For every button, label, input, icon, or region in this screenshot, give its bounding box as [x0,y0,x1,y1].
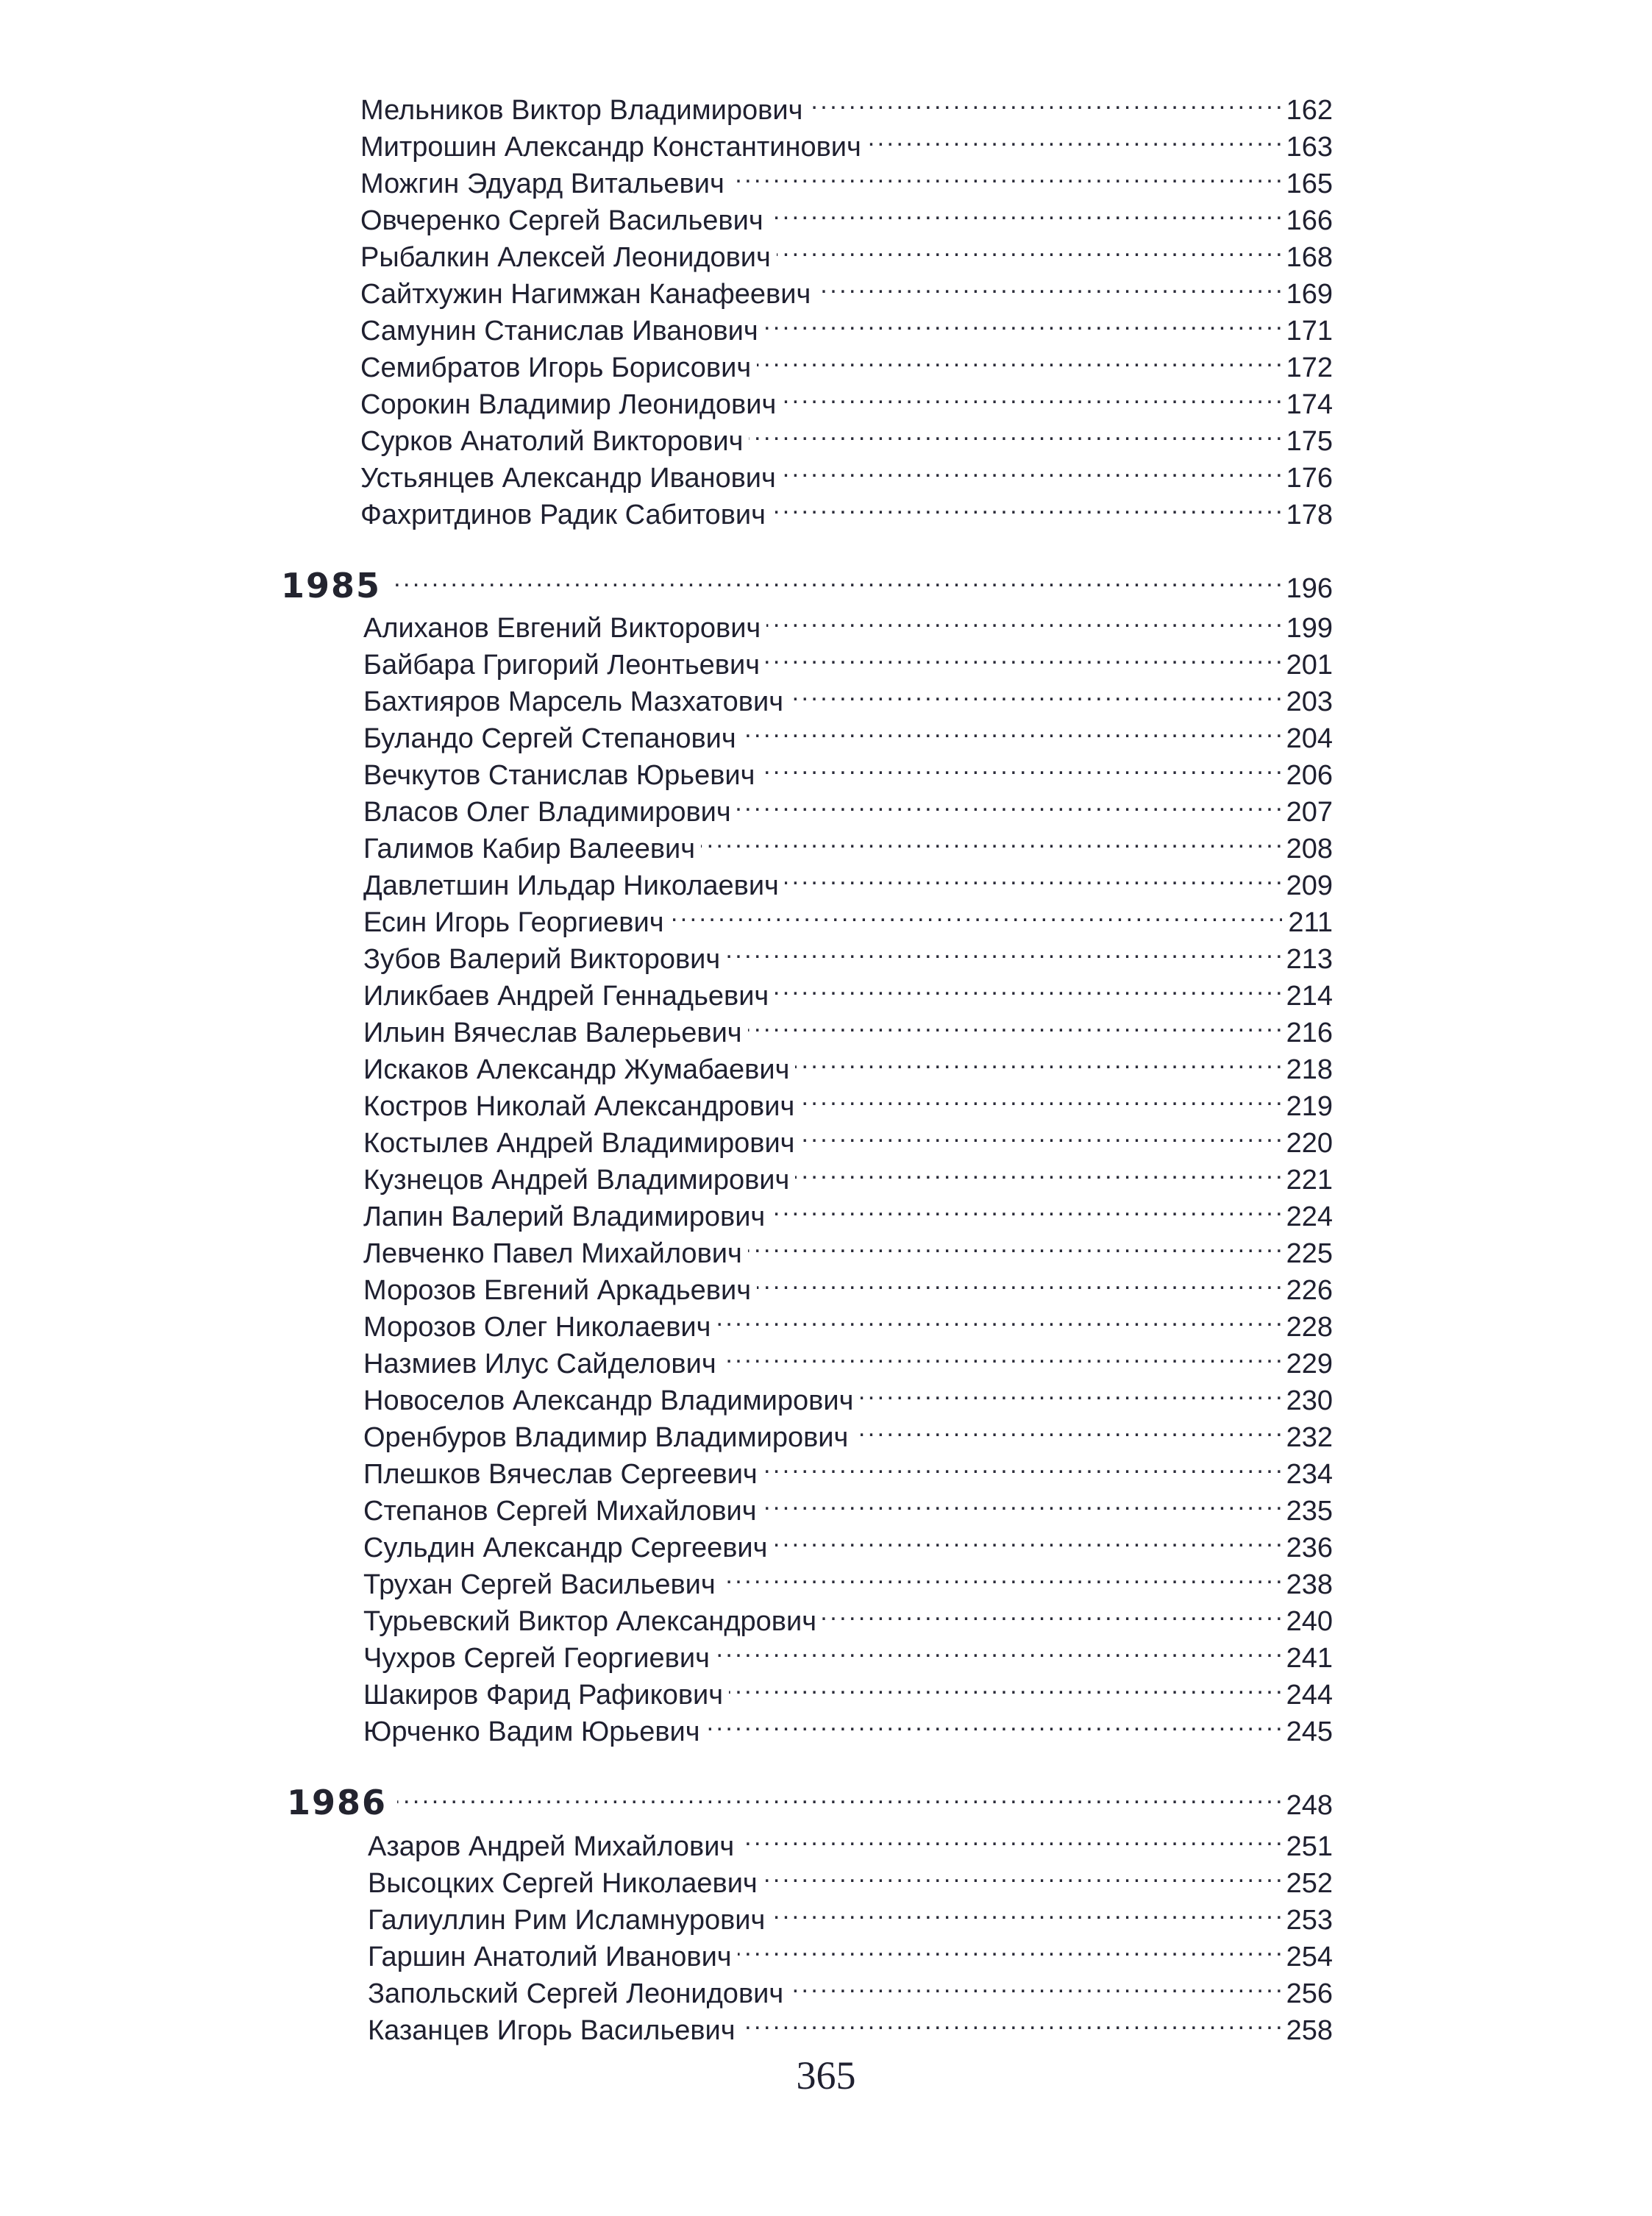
entry-page: 172 [1286,352,1333,383]
entry-name: Буландо Сергей Степанович [363,723,736,754]
entry-page: 216 [1286,1018,1333,1048]
dot-leader [772,487,1281,524]
dot-leader [789,674,1281,711]
dot-leader [771,1892,1280,1929]
entry-page: 178 [1286,500,1333,530]
toc-entry [363,1667,1333,1711]
dot-leader [789,1966,1280,2003]
entry-page: 238 [1286,1569,1333,1600]
dot-leader [773,1520,1280,1557]
dot-leader [757,340,1280,377]
dot-leader [722,1336,1281,1373]
entry-page: 245 [1286,1716,1333,1747]
toc-entry [368,1929,1333,1972]
entry-page: 224 [1286,1201,1333,1232]
entry-name: Сульдин Александр Сергеевич [363,1533,768,1563]
entry-page: 230 [1286,1385,1333,1416]
year-label: 1986 [287,1783,388,1822]
dot-leader [391,550,1281,597]
entry-page: 232 [1286,1422,1333,1453]
toc-entry [360,340,1333,383]
dot-leader [741,2003,1281,2039]
entry-name: Можгин Эдуард Витальевич [360,168,724,199]
entry-page: 214 [1286,981,1333,1012]
entry-name: Морозов Евгений Аркадьевич [363,1275,752,1306]
toc-entry [363,1557,1333,1600]
dot-leader [763,1855,1281,1892]
year-heading-1986 [287,1767,1333,1822]
toc-entry [368,2003,1333,2046]
dot-leader [729,1667,1281,1704]
entry-name: Овчеренко Сергей Васильевич [360,205,763,236]
toc-entry [360,119,1333,163]
toc-entry [363,1299,1333,1343]
entry-name: Трухан Сергей Васильевич [363,1569,716,1600]
toc-entry [363,600,1333,644]
entry-page: 175 [1286,426,1333,457]
toc-entry [360,230,1333,273]
dot-leader [716,1630,1281,1667]
entry-page: 236 [1286,1533,1333,1563]
toc-entry [363,1704,1333,1747]
dot-leader [766,637,1281,674]
toc-entry [368,1892,1333,1936]
toc-entry [363,1483,1333,1527]
entry-page: 211 [1288,907,1333,938]
toc-entry [360,413,1333,457]
dot-leader [737,784,1281,821]
toc-entry [363,968,1333,1012]
toc-entry [363,711,1333,754]
year-label: 1985 [281,566,382,606]
entry-name: Иликбаев Андрей Геннадьевич [363,981,769,1012]
entry-name: Высоцких Сергей Николаевич [368,1868,758,1899]
entry-name: Юрченко Вадим Юрьевич [363,1716,700,1747]
toc-entry [363,1226,1333,1269]
entry-page: 258 [1286,2015,1333,2046]
dot-leader [775,968,1280,1005]
entry-name: Костылев Андрей Владимирович [363,1128,795,1159]
entry-name: Устьянцев Александр Иванович [360,463,776,494]
entry-page: 162 [1286,95,1333,126]
entry-page: 165 [1286,168,1333,199]
entry-page: 201 [1286,650,1333,681]
entry-name: Новоселов Александр Владимирович [363,1385,854,1416]
entry-name: Власов Олег Владимирович [363,797,731,828]
toc-entry [363,1115,1333,1159]
dot-leader [761,747,1280,784]
entry-name: Митрошин Александр Константинович [360,132,861,163]
dot-leader [726,931,1280,968]
toc-entry [363,784,1333,828]
dot-leader [748,1005,1281,1042]
entry-page: 235 [1286,1496,1333,1527]
entry-name: Давлетшин Ильдар Николаевич [363,870,779,901]
toc-entry [360,193,1333,236]
toc-entry [363,1336,1333,1379]
entry-page: 166 [1286,205,1333,236]
entry-name: Левченко Павел Михайлович [363,1238,742,1269]
dot-leader [742,711,1281,747]
dot-leader [782,450,1281,487]
dot-leader [782,377,1280,413]
dot-leader [722,1557,1281,1594]
dot-leader [748,1226,1281,1263]
dot-leader [757,1263,1281,1299]
toc-entry [363,674,1333,717]
entry-page: 254 [1286,1942,1333,1972]
toc-entry [368,1966,1333,2009]
dot-leader [738,1929,1281,1966]
entry-name: Сорокин Владимир Леонидович [360,389,777,420]
entry-page: 203 [1286,686,1333,717]
entry-name: Галимов Кабир Валеевич [363,834,696,864]
toc-entry [360,266,1333,310]
toc-entry [363,747,1333,791]
entry-page: 209 [1286,870,1333,901]
dot-leader [670,895,1283,931]
entry-page: 176 [1286,463,1333,494]
toc-entry [360,487,1333,530]
entry-name: Запольский Сергей Леонидович [368,1978,784,2009]
toc-entry [368,1855,1333,1899]
entry-page: 234 [1286,1459,1333,1490]
dot-leader [795,1042,1280,1079]
dot-leader [701,821,1281,858]
entry-name: Гаршин Анатолий Иванович [368,1942,732,1972]
year-page: 196 [1286,573,1333,604]
dot-leader [808,82,1280,119]
entry-page: 228 [1286,1312,1333,1343]
entry-page: 206 [1286,760,1333,791]
entry-page: 226 [1286,1275,1333,1306]
entry-page: 208 [1286,834,1333,864]
dot-leader [730,156,1281,193]
entry-name: Бахтияров Марсель Мазхатович [363,686,784,717]
toc-entry [363,858,1333,901]
entry-name: Алиханов Евгений Викторович [363,613,761,644]
entry-name: Фахритдинов Радик Сабитович [360,500,766,530]
toc-entry [360,450,1333,494]
toc-entry [363,1079,1333,1122]
toc-entry [363,1410,1333,1453]
dot-leader [716,1299,1280,1336]
entry-name: Ильин Вячеслав Валерьевич [363,1018,742,1048]
entry-page: 163 [1286,132,1333,163]
dot-leader [763,1483,1281,1520]
dot-leader [769,193,1281,230]
entry-page: 218 [1286,1054,1333,1085]
dot-leader [706,1704,1281,1741]
dot-leader [749,413,1280,450]
entry-page: 213 [1286,944,1333,975]
entry-name: Назмиев Илус Сайделович [363,1349,716,1379]
toc-entry [360,156,1333,199]
toc-entry [363,895,1333,938]
dot-leader [785,858,1281,895]
entry-page: 204 [1286,723,1333,754]
entry-name: Галиуллин Рим Исламнурович [368,1905,766,1936]
dot-leader [777,230,1281,266]
entry-name: Сурков Анатолий Викторович [360,426,744,457]
entry-name: Вечкутов Станислав Юрьевич [363,760,755,791]
entry-name: Рыбалкин Алексей Леонидович [360,242,771,273]
entry-page: 244 [1286,1680,1333,1711]
page-number: 365 [796,2053,856,2098]
toc-entry [363,1630,1333,1674]
toc-entry [368,1819,1333,1862]
toc-entry [363,1263,1333,1306]
entry-name: Костров Николай Александрович [363,1091,795,1122]
dot-leader [822,1594,1281,1630]
entry-name: Самунин Станислав Иванович [360,316,758,347]
toc-entry [363,1005,1333,1048]
dot-leader [854,1410,1280,1446]
entry-page: 221 [1286,1165,1333,1196]
entry-page: 174 [1286,389,1333,420]
dot-leader [771,1189,1280,1226]
entry-page: 253 [1286,1905,1333,1936]
dot-leader [800,1115,1280,1152]
entry-name: Шакиров Фарид Рафикович [363,1680,724,1711]
entry-page: 171 [1286,316,1333,347]
entry-name: Байбара Григорий Леонтьевич [363,650,760,681]
entry-name: Морозов Олег Николаевич [363,1312,711,1343]
dot-leader [795,1152,1280,1189]
dot-leader [764,303,1281,340]
entry-page: 251 [1286,1831,1333,1862]
toc-entry [363,1152,1333,1196]
dot-leader [800,1079,1280,1115]
dot-leader [867,119,1281,156]
entry-page: 219 [1286,1091,1333,1122]
entry-name: Семибратов Игорь Борисович [360,352,752,383]
entry-page: 220 [1286,1128,1333,1159]
toc-entry [363,1042,1333,1085]
entry-name: Зубов Валерий Викторович [363,944,721,975]
entry-page: 240 [1286,1606,1333,1637]
toc-entry [360,303,1333,347]
toc-entry [363,1520,1333,1563]
entry-name: Искаков Александр Жумабаевич [363,1054,790,1085]
entry-name: Мельников Виктор Владимирович [360,95,803,126]
year-heading-1985 [281,550,1333,606]
entry-name: Кузнецов Андрей Владимирович [363,1165,790,1196]
dot-leader [766,600,1280,637]
entry-page: 207 [1286,797,1333,828]
entry-page: 225 [1286,1238,1333,1269]
dot-leader [859,1373,1280,1410]
dot-leader [763,1446,1281,1483]
entry-name: Чухров Сергей Георгиевич [363,1643,710,1674]
entry-name: Степанов Сергей Михайлович [363,1496,757,1527]
entry-name: Лапин Валерий Владимирович [363,1201,766,1232]
entry-name: Казанцев Игорь Васильевич [368,2015,736,2046]
toc-entry [363,1373,1333,1416]
entry-page: 252 [1286,1868,1333,1899]
entry-page: 168 [1286,242,1333,273]
entry-name: Сайтхужин Нагимжан Канафеевич [360,279,811,310]
entry-name: Оренбуров Владимир Владимирович [363,1422,849,1453]
entry-name: Плешков Вячеслав Сергеевич [363,1459,758,1490]
entry-page: 199 [1286,613,1333,644]
toc-entry [360,377,1333,420]
dot-leader [816,266,1280,303]
entry-page: 229 [1286,1349,1333,1379]
dot-leader [740,1819,1280,1855]
dot-leader [397,1767,1281,1814]
entry-page: 169 [1286,279,1333,310]
toc-entry [363,931,1333,975]
toc-entry [360,82,1333,126]
entry-page: 241 [1286,1643,1333,1674]
toc-entry [363,637,1333,681]
entry-name: Есин Игорь Георгиевич [363,907,664,938]
toc-entry [363,821,1333,864]
toc-entry [363,1594,1333,1637]
entry-name: Турьевский Виктор Александрович [363,1606,817,1637]
year-page: 248 [1286,1790,1333,1821]
toc-entry [363,1189,1333,1232]
toc-entry [363,1446,1333,1490]
entry-name: Азаров Андрей Михайлович [368,1831,735,1862]
entry-page: 256 [1286,1978,1333,2009]
